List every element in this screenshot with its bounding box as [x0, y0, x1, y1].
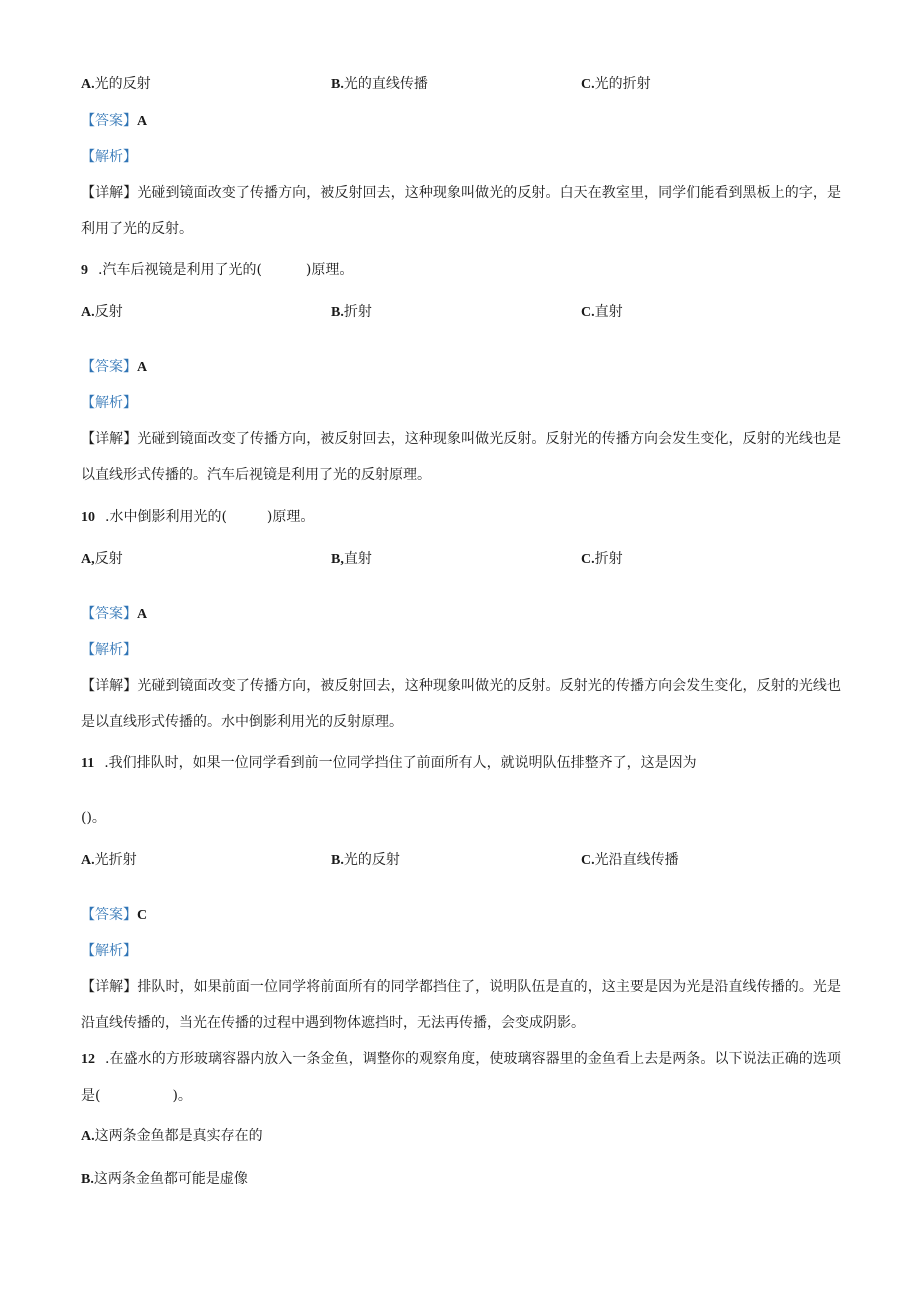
q11-option-a: A.光折射 [81, 852, 137, 868]
q10-detail: 【详解】光碰到镜面改变了传播方向，被反射回去，这种现象叫做光的反射。反射光的传播方向会发生变化，反射的光线也是以直线形式传播的。水中倒影利用光的反射原理。 [81, 678, 842, 730]
q12-option-a: A.这两条金鱼都是真实存在的 [81, 1128, 263, 1144]
q10-option-c: C.折射 [581, 551, 623, 567]
q11-analysis-label: 【解析】 [81, 943, 137, 959]
q10-analysis-label: 【解析】 [81, 642, 137, 658]
q10-option-b: B,直射 [331, 551, 372, 567]
q12-option-b: B.这两条金鱼都可能是虚像 [81, 1171, 248, 1187]
q12-stem: 12 .在盛水的方形玻璃容器内放入一条金鱼，调整你的观察角度，使玻璃容器里的金鱼看上去是两条。以下说法正确的选项是( )。 [81, 1051, 841, 1104]
q11-answer: 【答案】C [81, 907, 148, 923]
q10-answer: 【答案】A [81, 606, 148, 622]
q11-option-c: C.光沿直线传播 [581, 852, 679, 868]
q9-stem: 9 .汽车后视镜是利用了光的( )原理。 [81, 262, 354, 278]
q11-stem-continued: ()。 [81, 810, 106, 826]
q8-option-a: A.光的反射 [81, 76, 151, 92]
q9-answer: 【答案】A [81, 359, 148, 375]
q9-analysis-label: 【解析】 [81, 395, 137, 411]
q11-stem: 11 .我们排队时，如果一位同学看到前一位同学挡住了前面所有人，就说明队伍排整齐了，这是因为 [81, 755, 697, 771]
q8-detail: 【详解】光碰到镜面改变了传播方向，被反射回去，这种现象叫做光的反射。白天在教室里，同学们能看到黑板上的字，是利用了光的反射。 [81, 185, 842, 237]
q9-option-c: C.直射 [581, 304, 623, 320]
q8-option-b: B.光的直线传播 [331, 76, 428, 92]
q8-option-c: C.光的折射 [581, 76, 651, 92]
q10-option-a: A,反射 [81, 551, 123, 567]
q11-option-b: B.光的反射 [331, 852, 400, 868]
q9-option-b: B.折射 [331, 304, 372, 320]
q10-stem: 10 .水中倒影利用光的( )原理。 [81, 509, 315, 525]
q8-answer: 【答案】A [81, 113, 148, 129]
q9-option-a: A.反射 [81, 304, 123, 320]
q8-analysis-label: 【解析】 [81, 149, 137, 165]
q11-detail: 【详解】排队时，如果前面一位同学将前面所有的同学都挡住了，说明队伍是直的，这主要是因为光是沿直线传播的。光是沿直线传播的，当光在传播的过程中遇到物体遮挡时，无法再传播，会变成阴影。 [81, 979, 842, 1031]
q9-detail: 【详解】光碰到镜面改变了传播方向，被反射回去，这种现象叫做光反射。反射光的传播方向会发生变化，反射的光线也是以直线形式传播的。汽车后视镜是利用了光的反射原理。 [81, 431, 842, 483]
